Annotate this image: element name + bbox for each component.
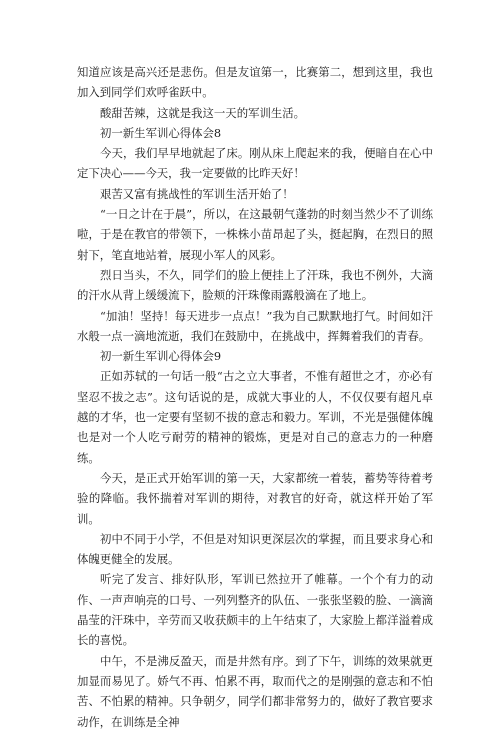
paragraph: 正如苏轼的一句话一般“古之立大事者，不惟有超世之才，亦必有坚忍不拔之志”。这句话说的是，成就大事业的人，不仅仅要有超凡卓越的才华，也一定要有坚韧不拔的意志和毅力。军训，不光是强健体魄也是对一个人吃亏耐劳的精神的锻炼，更是对自己的意志力的一种磨练。 xyxy=(77,369,433,465)
paragraph: 今天，我们早早地就起了床。刚从床上爬起来的我，便暗自在心中定下决心——今天，我一定要做的比昨天好！ xyxy=(77,146,433,181)
paragraph: 听完了发言、排好队形，军训已然拉开了帷幕。一个个有力的动作、一声声响亮的口号、一列列整齐的队伍、一张张坚毅的脸、一滴滴晶莹的汗珠中，辛劳而又收获颇丰的上午结束了，大家脸上都洋溢着成长的喜悦。 xyxy=(77,572,433,648)
paragraph: 初中不同于小学，不但是对知识更深层次的掌握，而且要求身心和体魄更健全的发展。 xyxy=(77,531,433,567)
paragraph: “一日之计在于晨”，所以，在这最朝气蓬勃的时刻当然少不了训练啦，于是在教官的带领下，一株株小苗昂起了头，挺起胸，在烈日的照射下，笔直地站着，展现小军人的风彩。 xyxy=(77,207,433,262)
document-body xyxy=(77,62,433,732)
paragraph: 今天，是正式开始军训的第一天，大家都统一着装，蓄势等待着考验的降临。我怀揣着对军训的期待，对教官的好奇，就这样开始了军训。 xyxy=(77,470,433,526)
paragraph: “加油！坚持！每天进步一点点！”我为自己默默地打气。时间如汗水般一点一滴地流逝，我们在鼓励中，在挑战中，挥舞着我们的青春。 xyxy=(77,308,433,343)
paragraph: 中午，不是沸反盈天，而是井然有序。到了下午，训练的效果就更加显而易见了。娇气不再、怕累不再，取而代之的是刚强的意志和不怕苦、不怕累的精神。只争朝夕，同学们都非常努力的，做好了教官要求动作，在训练是全神 xyxy=(77,653,433,729)
paragraph: 知道应该是高兴还是悲伤。但是友谊第一，比赛第二，想到这里，我也加入到同学们欢呼雀跃中。 xyxy=(77,65,433,100)
section-heading: 初一新生军训心得体会9 xyxy=(100,349,222,364)
section-heading: 初一新生军训心得体会8 xyxy=(100,125,222,140)
paragraph: 烈日当头，不久，同学们的脸上便挂上了汗珠，我也不例外，大滴的汗水从背上缓缓流下，脸颊的汗珠像雨露般滴在了地上。 xyxy=(77,267,433,303)
paragraph: 艰苦又富有挑战性的军训生活开始了！ xyxy=(100,186,294,201)
paragraph: 酸甜苦辣，这就是我这一天的军训生活。 xyxy=(100,105,306,120)
